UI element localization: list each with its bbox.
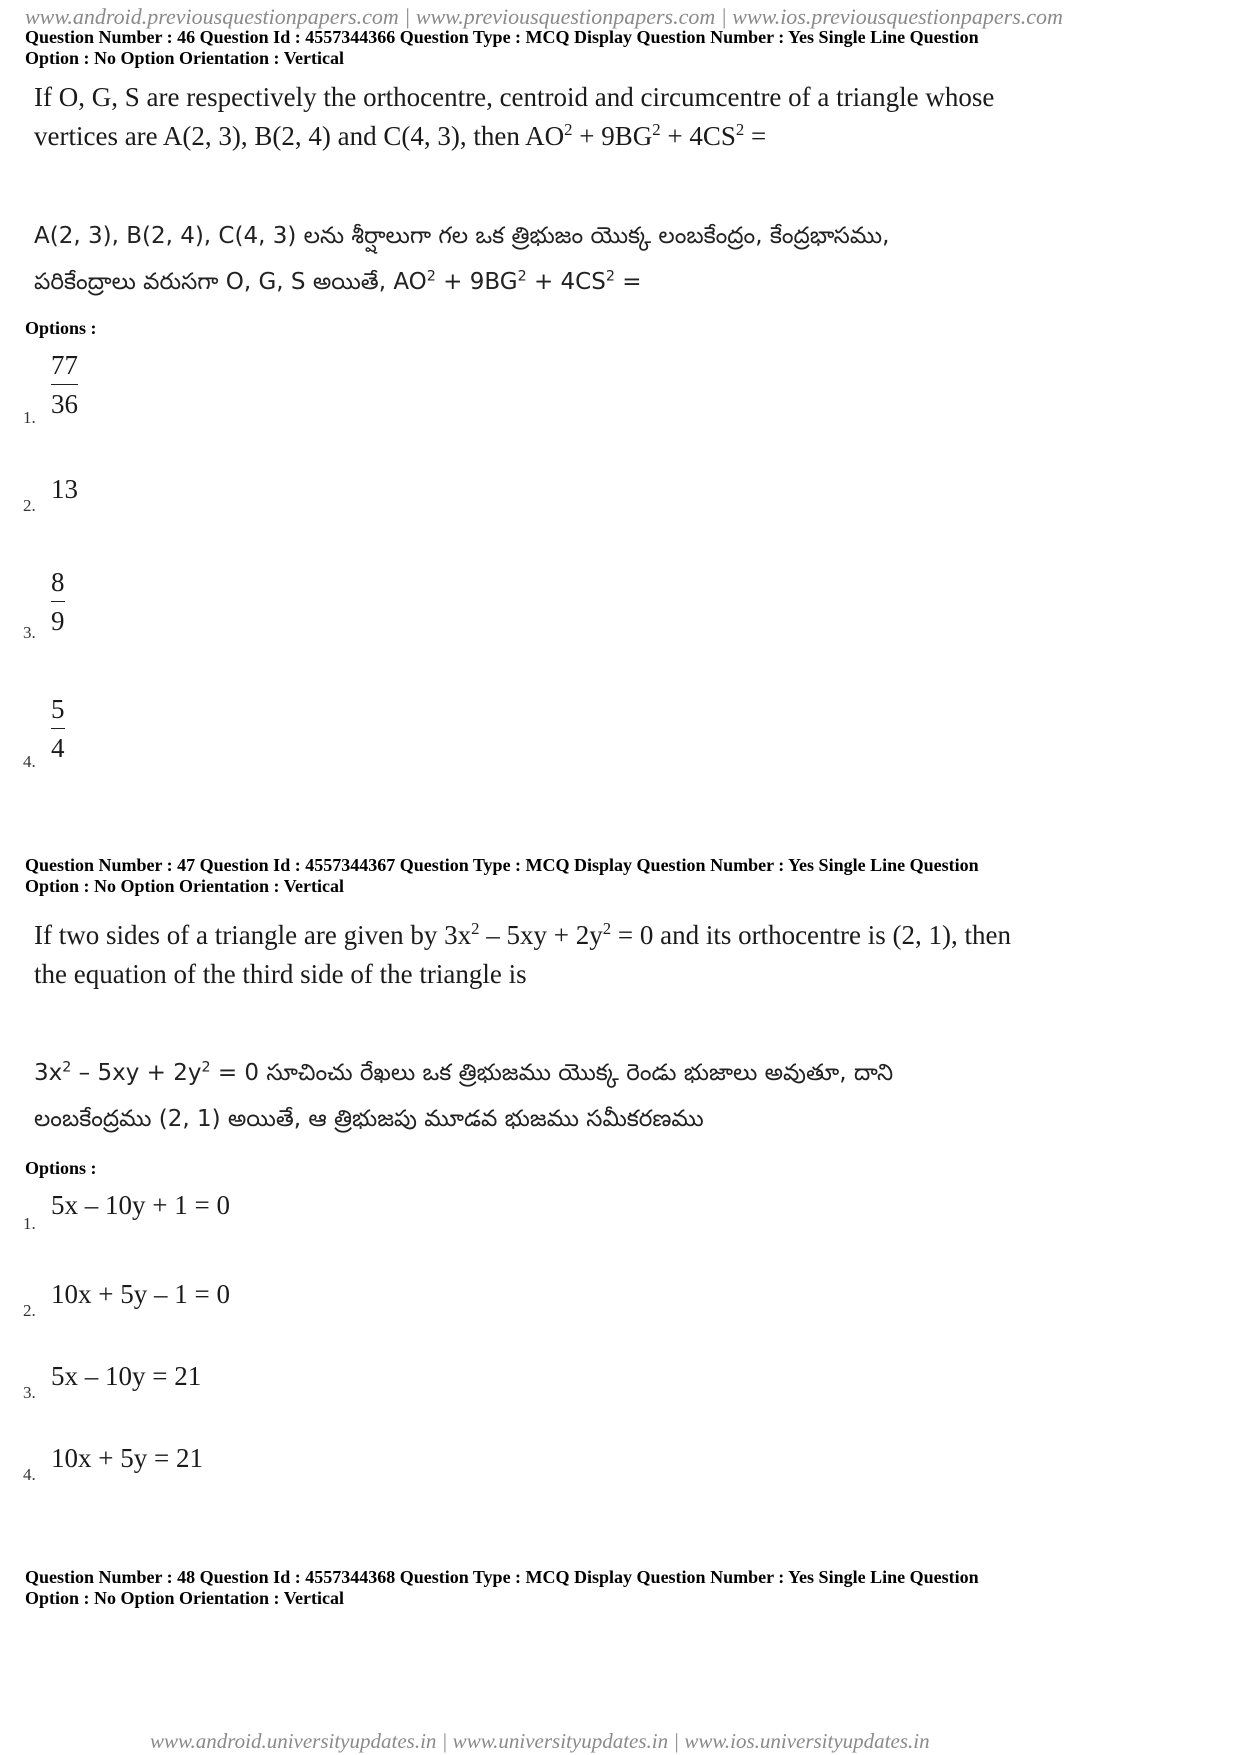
option-fraction: 5 4	[51, 694, 65, 763]
q47-meta-line-2: Option : No Option Orientation : Vertical	[25, 876, 344, 896]
q47-english-line-2: the equation of the third side of the triangle is	[34, 959, 527, 989]
option-number: 4.	[23, 752, 36, 771]
q47-options-label: Options :	[25, 1158, 97, 1178]
q46-meta-line-1: Question Number : 46 Question Id : 4557344366 Question Type : MCQ Display Question Number : Yes Single Line Question	[25, 27, 979, 47]
option-value: 10x + 5y = 21	[51, 1443, 203, 1473]
footer-watermark-urls: www.android.universityupdates.in | www.universityupdates.in | www.ios.universityupdates.in	[150, 1729, 930, 1753]
q46-question-telugu	[34, 213, 1154, 305]
option-value: 13	[51, 474, 78, 504]
q48-meta-line-2: Option : No Option Orientation : Vertical	[25, 1588, 344, 1608]
option-number: 3.	[23, 1383, 36, 1402]
q47-english-line-1: If two sides of a triangle are given by $3x^2 - 5xy + 2y^2 = 0$ and its orthocentre is (2, 1), then	[34, 919, 1011, 950]
q47-question-english	[34, 916, 1154, 994]
q48-meta-line-1: Question Number : 48 Question Id : 4557344368 Question Type : MCQ Display Question Number : Yes Single Line Question	[25, 1567, 979, 1587]
q46-telugu-line-2: పరికేంద్రాలు వరుసగా O, G, S అయితే, $AO^2 + 9BG^2 + 4CS^2$ =	[34, 268, 642, 295]
option-number: 2.	[23, 1301, 36, 1320]
option-fraction: 77 36	[51, 350, 78, 419]
header-watermark-urls: www.android.previousquestionpapers.com | www.previousquestionpapers.com | www.ios.previousquestionpapers.com	[25, 4, 1063, 29]
q46-english-line-2: vertices are A(2, 3), B(2, 4) and C(4, 3), then $AO^2 + 9BG^2 + 4CS^2$ =	[34, 120, 767, 151]
q47-telugu-line-1: $3x^2 - 5xy + 2y^2 = 0$ సూచించు రేఖలు ఒక త్రిభుజము యొక్క రెండు భుజాలు అవుతూ, దాని	[34, 1059, 894, 1086]
q46-meta-line-2: Option : No Option Orientation : Vertical	[25, 48, 344, 68]
q46-telugu-line-1: A(2, 3), B(2, 4), C(4, 3) లను శీర్షాలుగా గల ఒక త్రిభుజం యొక్క లంబకేంద్రం, కేంద్రభాసము,	[34, 223, 890, 249]
option-number: 4.	[23, 1465, 36, 1484]
q46-options-label: Options :	[25, 318, 97, 338]
option-value: 5x – 10y = 21	[51, 1361, 202, 1391]
q46-english-line-1: If O, G, S are respectively the orthocentre, centroid and circumcentre of a triangle whose	[34, 82, 995, 112]
option-number: 3.	[23, 623, 36, 642]
option-value: 5x – 10y + 1 = 0	[51, 1190, 230, 1220]
q47-question-telugu	[34, 1050, 1154, 1142]
option-number: 1.	[23, 408, 36, 427]
option-number: 2.	[23, 496, 36, 515]
option-number: 1.	[23, 1214, 36, 1233]
option-fraction: 8 9	[51, 567, 65, 636]
q46-question-english	[34, 78, 1154, 156]
q47-telugu-line-2: లంబకేంద్రము (2, 1) అయితే, ఆ త్రిభుజపు మూడవ భుజము సమీకరణము	[34, 1106, 704, 1132]
q47-meta-line-1: Question Number : 47 Question Id : 4557344367 Question Type : MCQ Display Question Number : Yes Single Line Question	[25, 855, 979, 875]
option-value: 10x + 5y – 1 = 0	[51, 1279, 230, 1309]
